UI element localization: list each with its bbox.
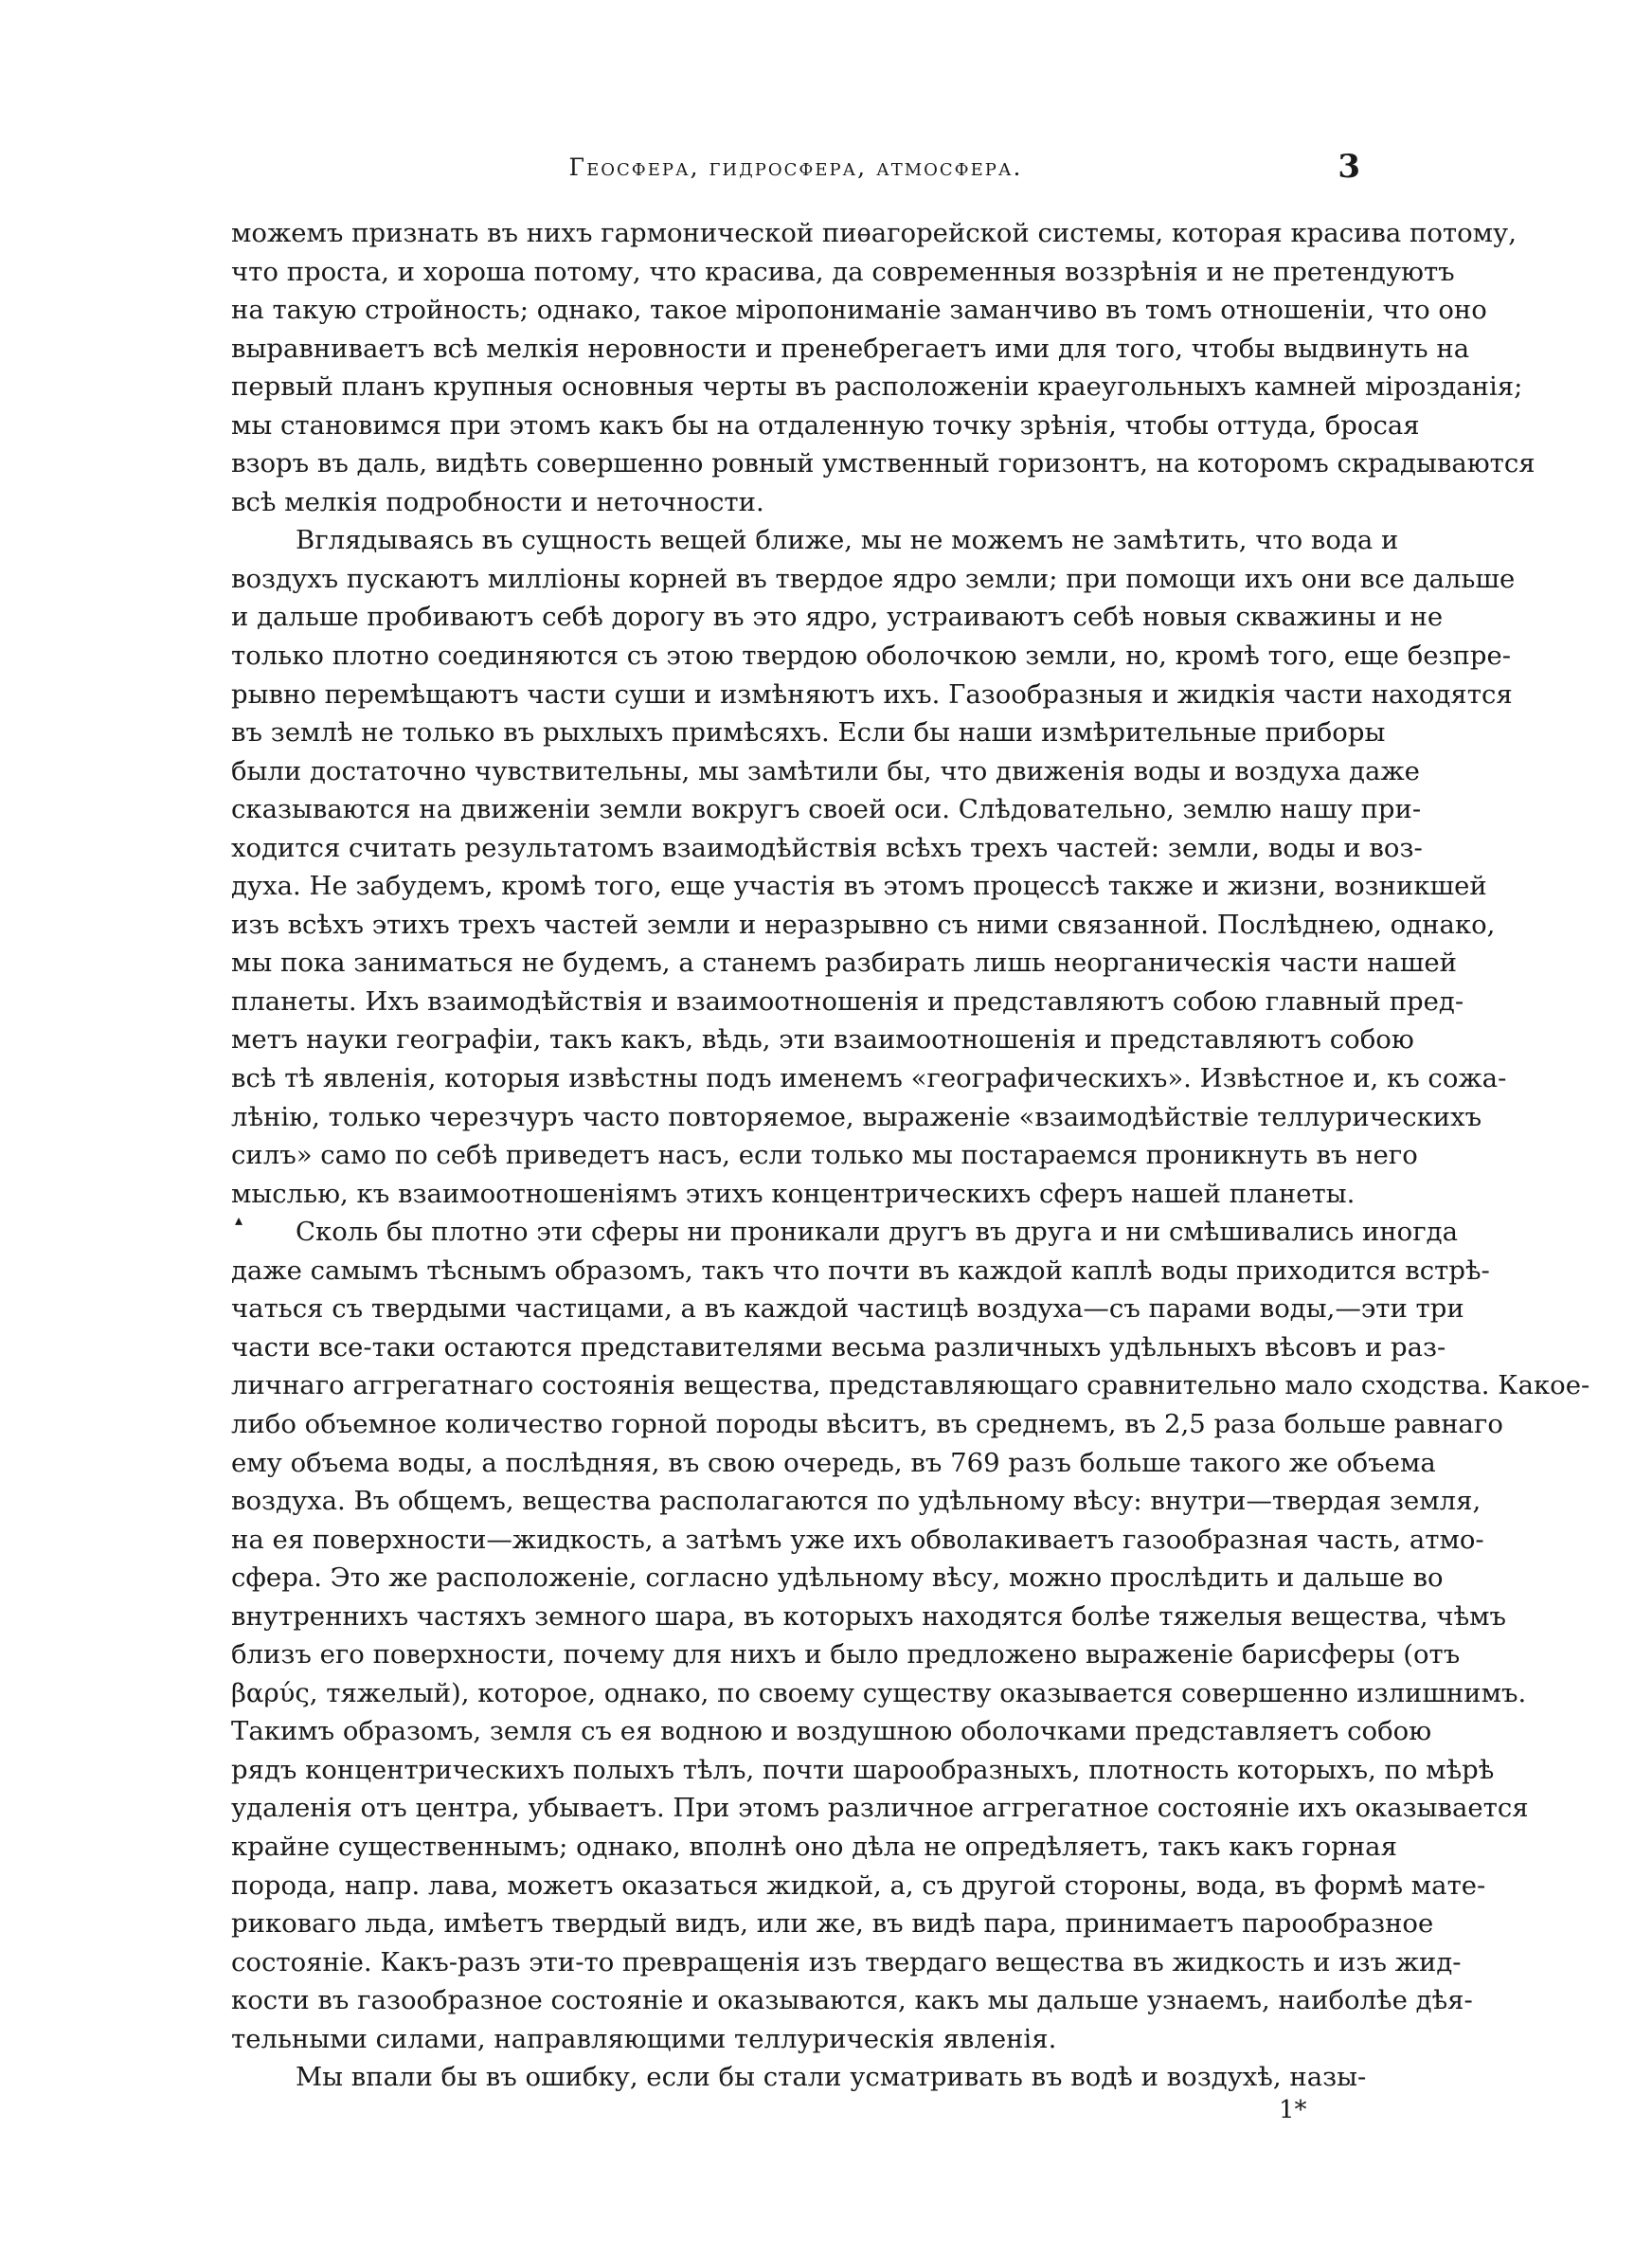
text-line: что проста, и хороша потому, что красива, да современныя воззрѣнія и не претендуютъ xyxy=(231,256,1455,287)
text-line: либо объемное количество горной породы вѣситъ, въ среднемъ, въ 2,5 раза больше равнаго xyxy=(231,1408,1503,1439)
text-line: порода, напр. лава, можетъ оказаться жидкой, а, съ другой стороны, вода, въ формѣ мате- xyxy=(231,1869,1486,1901)
text-line: риковаго льда, имѣетъ твердый видъ, или же, въ видѣ пара, принимаетъ парообразное xyxy=(231,1908,1434,1940)
text-line: духа. Не забудемъ, кромѣ того, еще участія въ этомъ процессѣ также и жизни, возникшей xyxy=(231,871,1487,902)
text-line: мыслью, къ взаимоотношеніямъ этихъ концентрическихъ сферъ нашей планеты. xyxy=(231,1178,1356,1209)
page-header xyxy=(231,148,1360,191)
text-line: крайне существеннымъ; однако, вполнѣ оно дѣла не опредѣляетъ, такъ какъ горная xyxy=(231,1831,1397,1862)
text-line: въ землѣ не только въ рыхлыхъ примѣсяхъ. Если бы наши измѣрительные приборы xyxy=(231,717,1386,749)
text-line: даже самымъ тѣснымъ образомъ, такъ что почти въ каждой каплѣ воды приходится встрѣ- xyxy=(231,1255,1490,1286)
paragraph xyxy=(231,1213,1590,2058)
text-line: мы становимся при этомъ какъ бы на отдаленную точку зрѣнія, чтобы оттуда, бросая xyxy=(231,409,1420,441)
text-line: внутреннихъ частяхъ земного шара, въ которыхъ находятся болѣе тяжелыя вещества, чѣмъ xyxy=(231,1600,1507,1632)
text-line: тельными силами, направляющими теллурическія явленія. xyxy=(231,2023,1057,2054)
running-head: Геосфера, гидросфера, атмосфера. xyxy=(568,153,1023,181)
text-line: первый планъ крупныя основныя черты въ расположеніи краеугольныхъ камней мірозданія; xyxy=(231,371,1523,403)
text-line: Мы впали бы въ ошибку, если бы стали усматривать въ водѣ и воздухѣ, назы- xyxy=(296,2062,1367,2093)
text-line: Такимъ образомъ, земля съ ея водною и воздушною оболочками представляетъ собою xyxy=(231,1716,1432,1747)
text-line: рядъ концентрическихъ полыхъ тѣлъ, почти шарообразныхъ, плотность которыхъ, по мѣрѣ xyxy=(231,1754,1495,1785)
page-number: 3 xyxy=(1338,148,1360,186)
paragraph xyxy=(231,2058,1367,2097)
text-line: βαρύς, тяжелый), которое, однако, по своему существу оказывается совершенно излишнимъ. xyxy=(231,1677,1527,1708)
text-line: всѣ тѣ явленія, которыя извѣстны подъ именемъ «географическихъ». Извѣстное и, къ сожа- xyxy=(231,1063,1507,1094)
text-line: только плотно соединяются съ этою твердою оболочкою земли, но, кромѣ того, еще безпре- xyxy=(231,641,1512,672)
text-line: выравниваетъ всѣ мелкія неровности и пренебрегаетъ ими для того, чтобы выдвинуть на xyxy=(231,333,1470,364)
text-line: метъ науки географіи, такъ какъ, вѣдь, эти взаимоотношенія и представляютъ собою xyxy=(231,1024,1414,1056)
text-line: личнаго аггрегатнаго состоянія вещества, представляющаго сравнительно мало сходства. Какое- xyxy=(231,1370,1590,1401)
paragraph xyxy=(231,521,1516,1213)
text-line: мы пока заниматься не будемъ, а станемъ разбирать лишь неорганическія части нашей xyxy=(231,948,1457,979)
text-line: лѣнію, только черезчуръ часто повторяемое, выраженіе «взаимодѣйствіе теллурическихъ xyxy=(231,1101,1482,1132)
text-line: ему объема воды, а послѣдняя, въ свою очередь, въ 769 разъ больше такого же объема xyxy=(231,1447,1436,1478)
text-line: близъ его поверхности, почему для нихъ и было предложено выраженіе барисферы (отъ xyxy=(231,1639,1461,1670)
signature-mark: 1* xyxy=(1279,2096,1307,2124)
text-line: на ея поверхности—жидкость, а затѣмъ уже ихъ обволакиваетъ газообразная часть, атмо- xyxy=(231,1524,1484,1555)
text-line: были достаточно чувствительны, мы замѣтили бы, что движенія воды и воздуха даже xyxy=(231,755,1420,786)
paragraph xyxy=(231,214,1535,521)
text-line: сфера. Это же расположеніе, согласно удѣльному вѣсу, можно прослѣдить и дальше во xyxy=(231,1562,1444,1594)
text-line: всѣ мелкія подробности и неточности. xyxy=(231,486,764,517)
text-line: воздухъ пускаютъ милліоны корней въ твердое ядро земли; при помощи ихъ они все дальше xyxy=(231,563,1516,594)
text-line: кости въ газообразное состояніе и оказываются, какъ мы дальше узнаемъ, наиболѣе дѣя- xyxy=(231,1985,1473,2016)
text-line: ходится считать результатомъ взаимодѣйствія всѣхъ трехъ частей: земли, воды и воз- xyxy=(231,832,1423,863)
text-line: чаться съ твердыми частицами, а въ каждой частицѣ воздуха—съ парами воды,—эти три xyxy=(231,1293,1464,1325)
text-line: планеты. Ихъ взаимодѣйствія и взаимоотношенія и представляютъ собою главный пред- xyxy=(231,985,1464,1017)
text-line: силъ» само по себѣ приведетъ насъ, если только мы постараемся проникнуть въ него xyxy=(231,1140,1418,1171)
text-line: можемъ признать въ нихъ гармонической пиѳагорейской системы, которая красива потому, xyxy=(231,218,1517,248)
text-line: удаленія отъ центра, убываетъ. При этомъ различное аггрегатное состояніе ихъ оказывается xyxy=(231,1793,1529,1824)
text-line: на такую стройность; однако, такое міропониманіе заманчиво въ томъ отношеніи, что оно xyxy=(231,295,1487,326)
margin-mark-icon: ▴ xyxy=(235,1211,243,1229)
text-line: Вглядываясь въ сущность вещей ближе, мы не можемъ не замѣтить, что вода и xyxy=(296,525,1399,556)
text-line: взоръ въ даль, видѣть совершенно ровный умственный горизонтъ, на которомъ скрадываются xyxy=(231,448,1535,479)
text-line: рывно перемѣщаютъ части суши и измѣняютъ ихъ. Газообразныя и жидкія части находятся xyxy=(231,678,1513,710)
text-line: воздуха. Въ общемъ, вещества располагаются по удѣльному вѣсу: внутри—твердая земля, xyxy=(231,1486,1481,1517)
text-line: и дальше пробиваютъ себѣ дорогу въ это ядро, устраиваютъ себѣ новыя скважины и не xyxy=(231,602,1444,633)
text-line: части все-таки остаются представителями весьма различныхъ удѣльныхъ вѣсовъ и раз- xyxy=(231,1331,1446,1363)
text-line: Сколь бы плотно эти сферы ни проникали другъ въ друга и ни смѣшивались иногда xyxy=(296,1217,1458,1248)
text-line: состояніе. Какъ-разъ эти-то превращенія изъ твердаго вещества въ жидкость и изъ жид- xyxy=(231,1946,1462,1977)
text-line: сказываются на движеніи земли вокругъ своей оси. Слѣдовательно, землю нашу при- xyxy=(231,794,1422,825)
page-body xyxy=(231,214,1590,2097)
text-line: изъ всѣхъ этихъ трехъ частей земли и неразрывно съ ними связанной. Послѣднею, однако, xyxy=(231,909,1496,940)
